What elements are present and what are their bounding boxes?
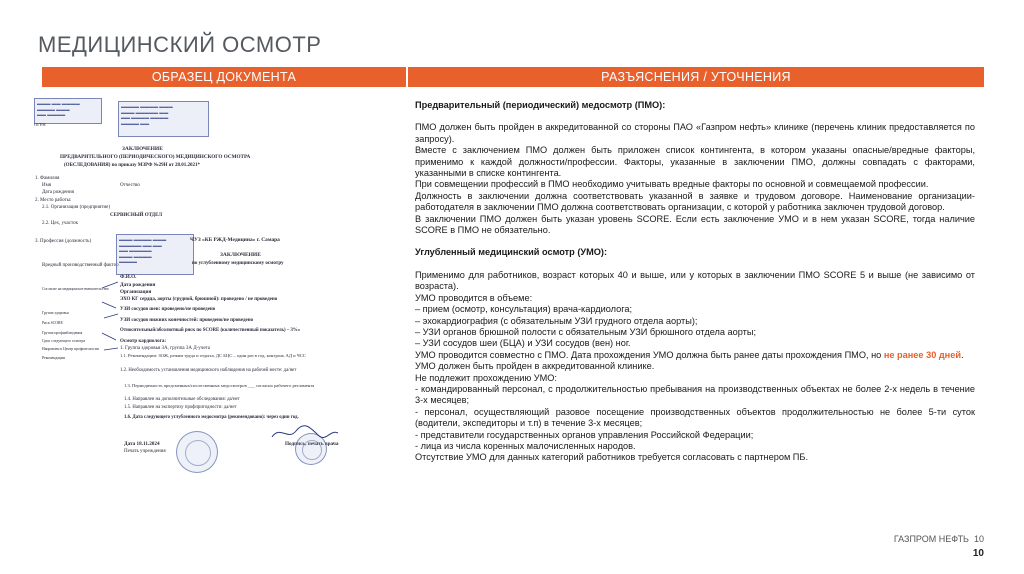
pmo-paragraph-5: В заключении ПМО должен быть указан уровень SCORE. Если есть заключение УМО и в нем указан SCORE, тогда наличие SCORE в ПМО не обязательно.: [415, 213, 975, 236]
umo-exception-item: - командированный персонал, с продолжительностью пребывания на производственных объектах не более 2-х недель в течение 3-х месяцев;: [415, 383, 975, 406]
doc-r15: 1.5. Направлен на экспертизу профпригодности: да/нет: [124, 405, 237, 410]
doc-left-item-5: Срок следующего осмотра: [42, 339, 86, 343]
doc-r12: 1.2. Необходимость установления медицинского наблюдения на рабочей месте: да/нет: [120, 368, 297, 373]
umo-exception-item: - представители государственных органов управления Российской Федерации;: [415, 429, 754, 440]
doc-stamp-2: ▬▬▬ ▬▬▬▬ ▬▬▬ ▬▬▬▬▬ ▬▬ ▬▬ ▬▬ ▬▬▬▬▬ ▬▬▬ ▬▬▬▬ ▬▬▬▬: [116, 234, 194, 275]
explanations-text: [415, 100, 975, 464]
doc-field-surname: 1. Фамилия: [35, 176, 60, 181]
umo-paragraph-2: УМО проводится в объеме:: [415, 292, 533, 303]
doc-stamp-label: Печать учреждения: [124, 449, 166, 454]
doc-r16: 1.6. Дата следующего углубленного медосмотра (рекомендовано): через один год.: [124, 415, 299, 420]
left-section-header: ОБРАЗЕЦ ДОКУМЕНТА: [42, 67, 406, 87]
doc-field-profession: 3. Профессия (должность): [35, 239, 92, 244]
doc-field-name: Имя: [42, 183, 52, 188]
doc-date: Дата 18.11.2024: [124, 441, 160, 447]
doc-uzi-neck: УЗИ сосудов шеи: проведено/не проведено: [120, 307, 216, 312]
document-sample-image: [20, 93, 415, 493]
doc-field-dob: Дата рождения: [42, 190, 74, 195]
doc-field-organization: 2.1. Организация (предприятие): [42, 205, 111, 210]
doc-rec: 1.1. Рекомендации: ЗОЖ, режим труда и отдыха, ДС БЦС – один раз в год, контроль АД и ЧСС: [120, 353, 306, 358]
umo-exception-item: - персонал, осуществляющий разовое посещение производственных объектов продолжительностью не более 5-ти суток (водители, экспедиторы и т.п) в течение 3-х месяцев;: [415, 406, 975, 429]
doc-field-section: 2.2. Цех, участок: [42, 221, 79, 226]
doc-sign-label: Подпись, печать врача: [285, 441, 339, 447]
doc-org: Организация: [120, 289, 152, 295]
doc-heading-2: ПРЕДВАРИТЕЛЬНОГО (ПЕРИОДИЧЕСКОГО) МЕДИЦИНСКОГО ОСМОТРА: [60, 154, 251, 160]
pmo-paragraph-2: Вместе с заключением ПМО должен быть приложен список контингента, в котором указаны опасные/вредные факторы, применимо к каждой должности/профессии. Факторы, указанные в заключении ПМО, должны совпадать с факторами, указанными в списке контингента.: [415, 145, 975, 179]
doc-dob: Дата рождения: [120, 282, 156, 288]
doc-department: СЕРВИСНЫЙ ОТДЕЛ: [110, 213, 163, 218]
doc-heading-3: (ОБСЛЕДОВАНИЯ) по приказу МЗРФ №29Н от 28.01.2021*: [64, 163, 200, 168]
umo-title: Углубленный медицинский осмотр (УМО):: [415, 247, 608, 258]
doc-left-item-6: Направлен в Центр профпатологии: [42, 347, 99, 351]
doc-field-patronymic: Отчество: [120, 183, 140, 188]
doc-heading-5: по углубленному медицинскому осмотру: [192, 261, 284, 266]
doc-left-item-2: Группа здоровья: [42, 311, 69, 315]
corner-stamp: ▬▬▬ ▬▬ ▬▬▬▬ ▬▬▬▬ ▬▬▬ ▬▬ ▬▬▬▬: [34, 98, 102, 124]
pmo-title: Предварительный (периодический) медосмотр (ПМО):: [415, 100, 666, 110]
footer-page-small: 10: [973, 534, 984, 544]
handwritten-marks: [98, 278, 122, 368]
pmo-paragraph-3: При совмещении профессий в ПМО необходимо учитывать вредные факторы по основной и совмещаемой профессии.: [415, 179, 929, 190]
doc-score: Относительный/абсолютный риск по SCORE (количественный показатель) – 3%»: [120, 328, 301, 333]
page-number: 10: [972, 548, 984, 559]
doc-fio: Ф.И.О.: [120, 274, 137, 280]
umo-p3-text: УМО проводится совместно с ПМО. Дата прохождения УМО должна быть ранее даты прохождения ПМО, но: [415, 349, 884, 360]
pmo-paragraph-4: Должность в заключении должна соответствовать указанной в заявке и трудовом договоре. Наименование организации-работодателя в заключении ПМО должна соответствовать организации, с которой у работника заключен трудовой договор.: [415, 190, 975, 213]
umo-list-item: – прием (осмотр, консультация) врача-кардиолога;: [415, 304, 633, 315]
doc-org-line: ЧУЗ «КБ РЖД-Медицина» г. Самара: [190, 237, 280, 243]
umo-paragraph-3: [415, 350, 975, 361]
doc-left-item-4: Группа профнаблюдения: [42, 331, 83, 335]
umo-list-item: – эхокардиография (с обязательным УЗИ грудного отдела аорты);: [415, 315, 698, 326]
umo-p3-end: .: [961, 349, 964, 360]
umo-paragraph-5: Не подлежит прохождению УМО:: [415, 372, 557, 383]
doc-left-item-7: Рекомендации: [42, 356, 66, 360]
clinic-seal-left: [176, 431, 218, 473]
umo-exception-item: - лица из числа коренных малочисленных народов.: [415, 440, 636, 451]
pmo-paragraph-1: ПМО должен быть пройден в аккредитованной со стороны ПАО «Газпром нефть» клинике (перечень клиник предоставляется по запросу).: [415, 122, 975, 144]
footer-company: [894, 534, 984, 544]
doc-cardio: Осмотр кардиолога:: [120, 339, 167, 344]
doc-ogrn: ОГРН: [34, 122, 46, 127]
doctor-signature: [270, 423, 340, 443]
umo-list-item: – УЗИ сосудов шеи (БЦА) и УЗИ сосудов (вен) ног.: [415, 338, 631, 349]
doc-field-factor: Вредный производственный фактор: [42, 263, 119, 268]
umo-paragraph-4: УМО должен быть пройден в аккредитованной клинике.: [415, 361, 655, 372]
doc-left-item-1: Согласие на медицинское вмешательство: [42, 287, 109, 291]
doc-heading-1: ЗАКЛЮЧЕНИЕ: [122, 146, 163, 152]
right-section-header: РАЗЪЯСНЕНИЯ / УТОЧНЕНИЯ: [408, 67, 984, 87]
doc-heading-4: ЗАКЛЮЧЕНИЕ: [220, 252, 261, 258]
doc-group: 1. Группа здоровья 3А, группа 3А Д-учета: [120, 346, 211, 351]
registration-stamp: ▬▬▬▬ ▬▬▬▬ ▬▬▬ ▬▬▬ ▬▬▬▬▬ ▬▬ ▬▬ ▬▬▬▬ ▬▬▬▬ ▬▬▬▬ ▬▬: [118, 101, 209, 137]
umo-list-item: – УЗИ органов брюшной полости с обязательным УЗИ брюшного отдела аорты;: [415, 326, 757, 337]
doc-r14: 1.4. Направлен на дополнительные обследования: да/нет: [124, 397, 240, 402]
footer-company-name: ГАЗПРОМ НЕФТЬ: [893, 534, 969, 544]
doc-left-item-3: Риск SCORE: [42, 321, 63, 325]
doc-uzi-legs: УЗИ сосудов нижних конечностей: проведено/не проведено: [120, 318, 254, 323]
doc-r13: 1.3. Периодичность предсменных/послесменных медосмотров ___ согласно рабочего регламента: [124, 383, 315, 388]
umo-p3-highlight: не ранее 30 дней: [883, 349, 961, 360]
page-title: МЕДИЦИНСКИЙ ОСМОТР: [38, 32, 322, 57]
umo-paragraph-1: Применимо для работников, возраст которых 40 и выше, или у которых в заключении ПМО SCORE 5 и выше (не зависимо от возраста).: [415, 269, 975, 292]
doc-echo: ЭХО КГ сердца, аорты (грудной, брюшной): проведено / не проведено: [120, 297, 278, 302]
doc-field-workplace: 2. Место работы:: [35, 198, 72, 203]
umo-paragraph-6: Отсутствие УМО для данных категорий работников требуется согласовать с партнером ПБ.: [415, 452, 808, 463]
